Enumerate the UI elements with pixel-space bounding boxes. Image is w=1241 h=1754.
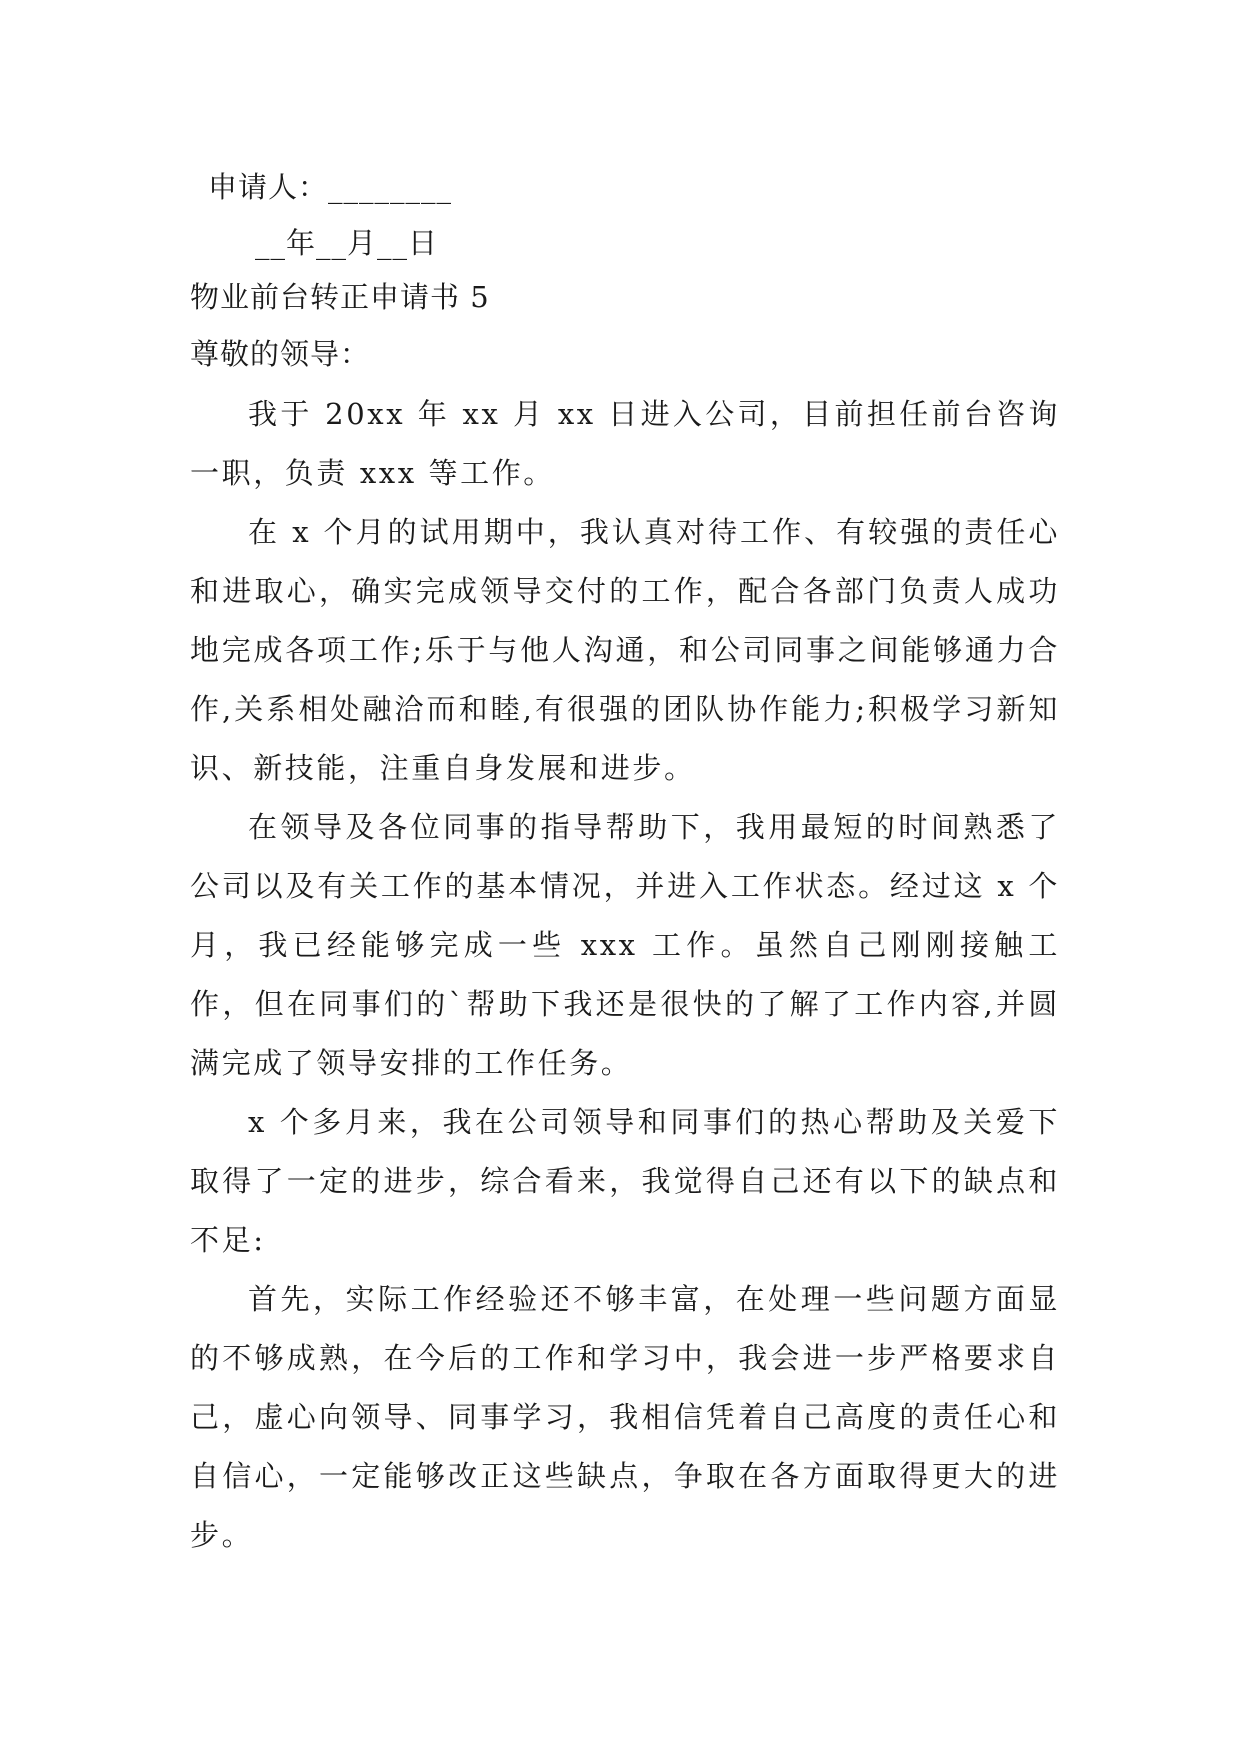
paragraph-1: 我于 20xx 年 xx 月 xx 日进入公司，目前担任前台咨询一职，负责 xxx 等工作。 <box>190 397 1060 490</box>
paragraph-2: 在 x 个月的试用期中，我认真对待工作、有较强的责任心和进取心，确实完成领导交付的工作，配合各部门负责人成功地完成各项工作;乐于与他人沟通，和公司同事之间能够通力合作,关系相处融洽而和睦,有很强的团队协作能力;积极学习新知识、新技能，注重自身发展和进步。 <box>190 515 1060 785</box>
applicant-signature-line: 申请人：________ <box>208 170 453 204</box>
paragraph-5: 首先，实际工作经验还不够丰富，在处理一些问题方面显的不够成熟，在今后的工作和学习中，我会进一步严格要求自己，虚心向领导、同事学习，我相信凭着自己高度的责任心和自信心，一定能够改正这些缺点，争取在各方面取得更大的进步。 <box>190 1282 1060 1552</box>
paragraph-3: 在领导及各位同事的指导帮助下，我用最短的时间熟悉了公司以及有关工作的基本情况，并进入工作状态。经过这 x 个月，我已经能够完成一些 xxx 工作。虽然自己刚刚接触工作，但在同事们的`帮助下我还是很快的了解了工作内容,并圆满完成了领导安排的工作任务。 <box>190 810 1060 1080</box>
date-line: __年__月__日 <box>255 226 439 260</box>
document-title: 物业前台转正申请书 5 <box>190 280 490 314</box>
paragraph-4: x 个多月来，我在公司领导和同事们的热心帮助及关爱下取得了一定的进步，综合看来，我觉得自己还有以下的缺点和不足: <box>190 1105 1060 1257</box>
letter-body <box>190 385 1060 1565</box>
salutation: 尊敬的领导： <box>190 337 371 371</box>
